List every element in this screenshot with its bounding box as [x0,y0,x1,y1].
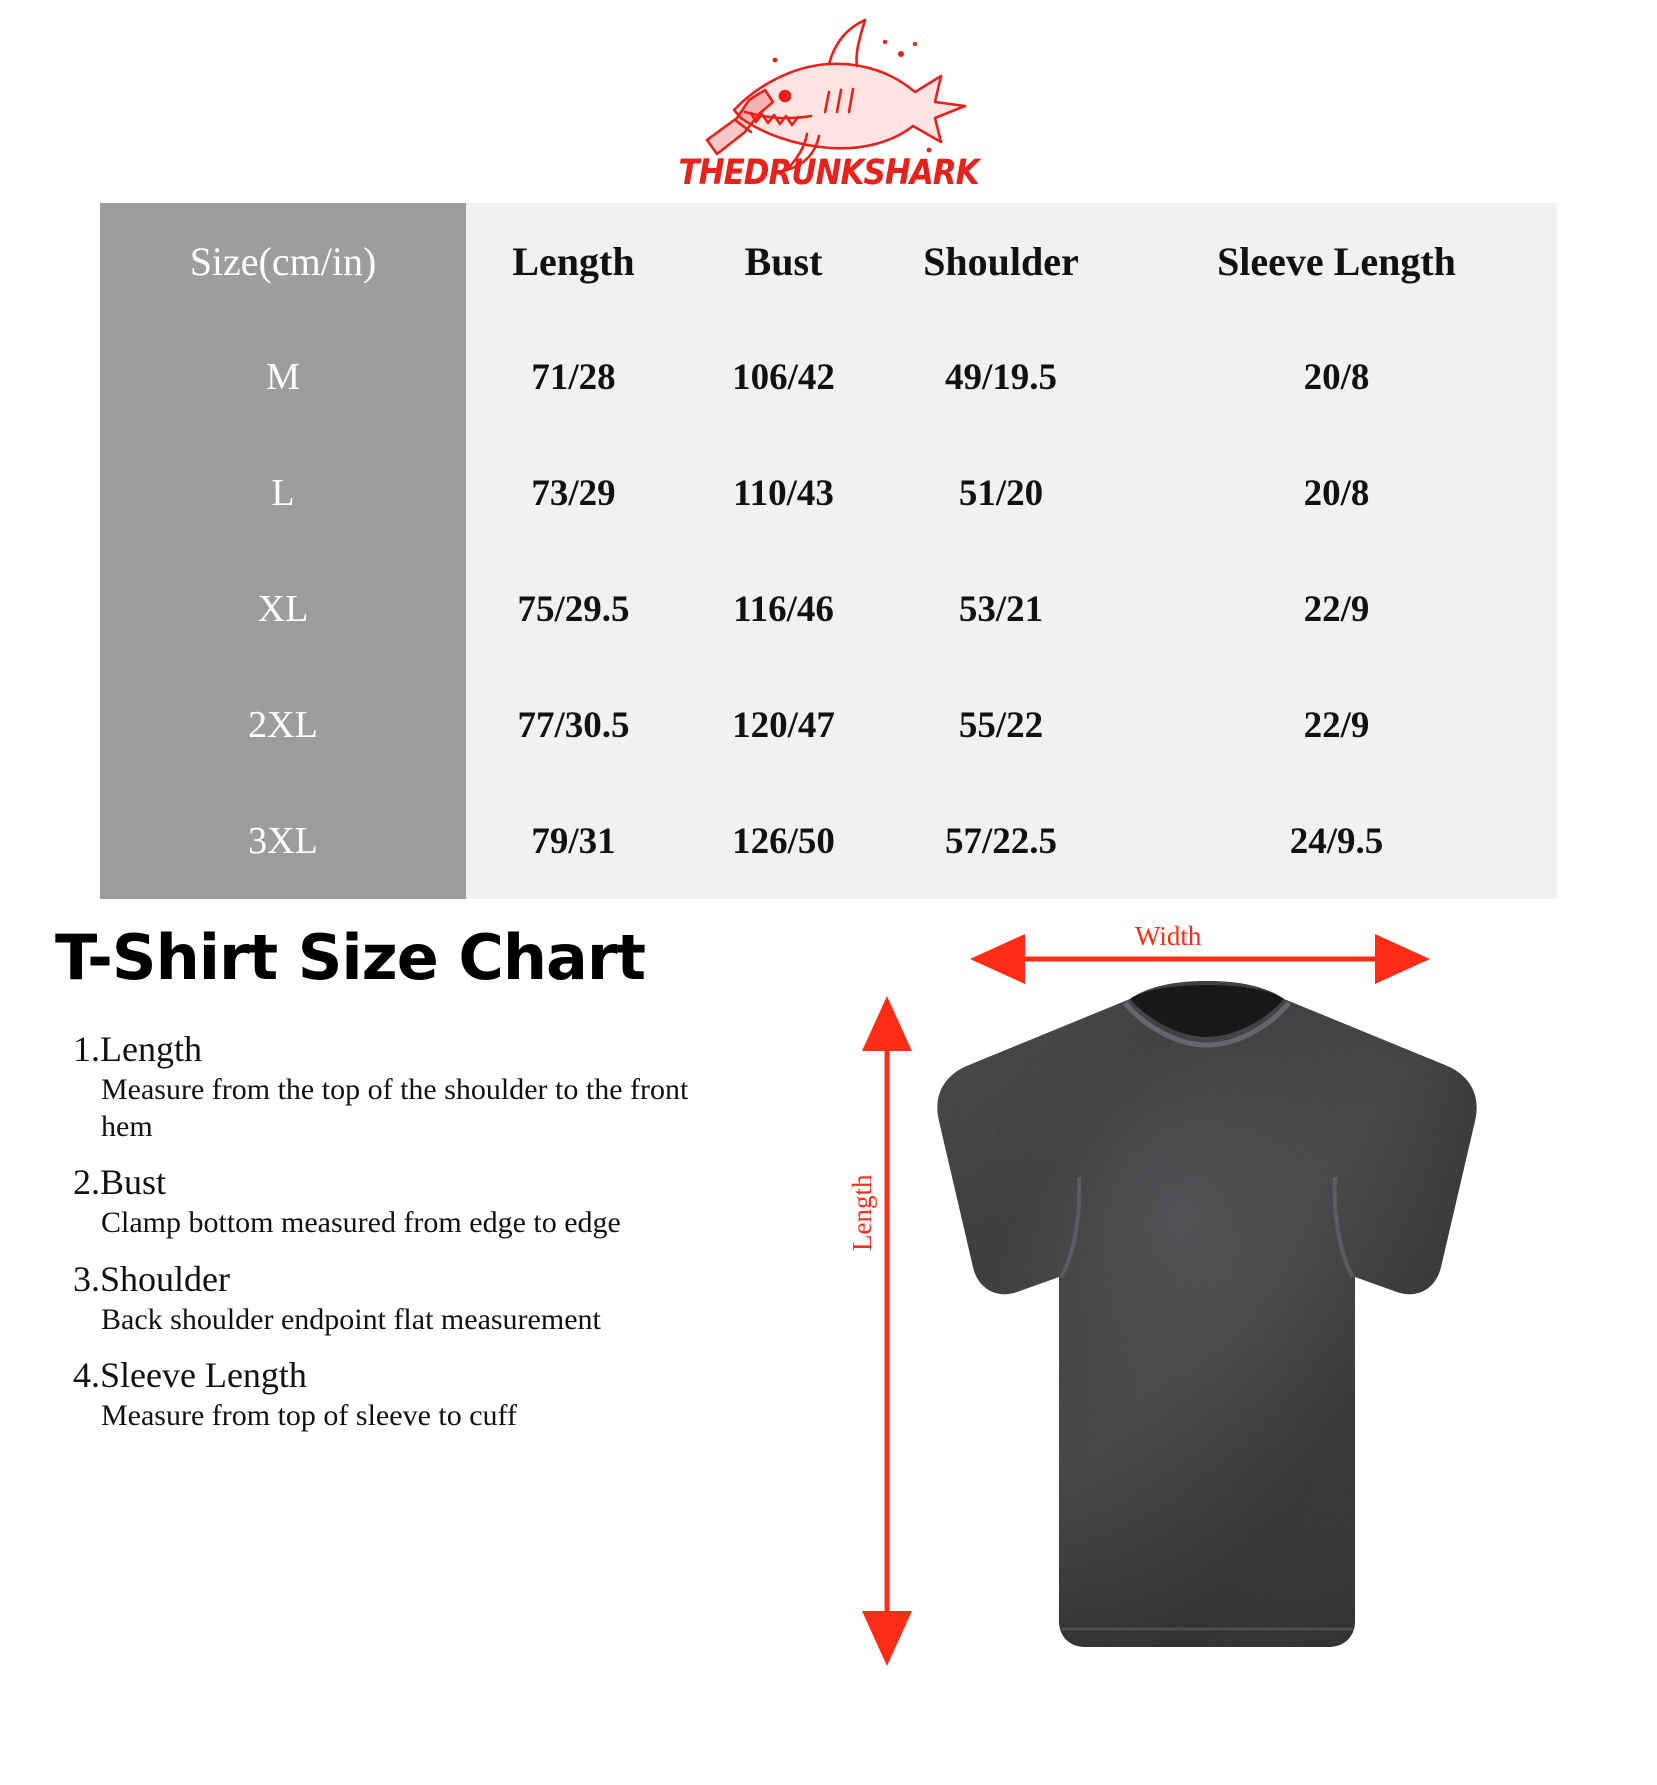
cell-length: 73/29 [531,472,616,514]
size-column [100,203,466,899]
table-row [466,667,1557,783]
instruction-heading: 1.Length [73,1029,202,1069]
brand-logo [0,0,1657,199]
cell-shoulder: 49/19.5 [944,356,1058,398]
cell-shoulder: 55/22 [958,704,1044,746]
cell-shoulder: 51/20 [958,472,1044,514]
size-chart-table [100,203,1557,899]
column-header-length: Length [512,238,635,284]
instruction-heading: 2.Bust [73,1162,167,1203]
measurement-instruction [55,1354,845,1435]
cell-length: 77/30.5 [517,704,630,746]
cell-bust: 106/42 [732,356,835,398]
instruction-desc: Measure from the top of the shoulder to the front hem [101,1073,689,1143]
instruction-desc: Back shoulder endpoint flat measurement [101,1302,601,1336]
table-row [466,435,1557,551]
table-header-row [466,203,1557,319]
cell-bust: 110/43 [733,472,834,514]
table-row [466,551,1557,667]
tshirt-image [845,921,1645,1691]
cell-length: 79/31 [531,820,616,862]
measurement-instruction [55,1258,845,1339]
measurement-instruction [55,1028,845,1145]
cell-shoulder: 53/21 [958,588,1044,630]
cell-sleeve: 20/8 [1303,356,1370,398]
measurement-instruction [55,1161,845,1242]
width-label: Width [1135,921,1202,951]
instruction-desc: Clamp bottom measured from edge to edge [101,1206,621,1240]
column-header-sleeve-length: Sleeve Length [1217,238,1456,284]
page-title: T-Shirt Size Chart [55,921,646,994]
cell-sleeve: 22/9 [1303,704,1370,746]
instruction-heading: 3.Shoulder [73,1258,230,1299]
cell-length: 75/29.5 [517,588,630,630]
column-header-size: Size(cm/in) [189,238,377,284]
tshirt-measurement-diagram [845,921,1657,1691]
cell-sleeve: 20/8 [1303,472,1370,514]
size-value: XL [257,588,309,630]
size-value: 3XL [248,820,318,862]
cell-shoulder: 57/22.5 [944,820,1058,862]
instruction-heading: 4.Sleeve Length [73,1355,307,1396]
cell-bust: 120/47 [732,704,835,746]
cell-sleeve: 22/9 [1303,588,1370,630]
shark-with-bottle-icon [679,14,979,174]
instruction-desc: Measure from top of sleeve to cuff [101,1399,517,1433]
cell-bust: 126/50 [732,820,835,862]
size-value: L [271,472,295,514]
size-value: M [266,356,300,398]
cell-bust: 116/46 [733,588,834,630]
cell-length: 71/28 [531,356,616,398]
length-label: Length [847,1174,877,1251]
table-row [466,319,1557,435]
column-header-shoulder: Shoulder [923,238,1079,284]
column-header-bust: Bust [744,238,823,284]
cell-sleeve: 24/9.5 [1289,820,1384,862]
size-value: 2XL [248,704,318,746]
brand-name: THEDRUNKSHARK [678,152,979,194]
table-row [466,783,1557,899]
